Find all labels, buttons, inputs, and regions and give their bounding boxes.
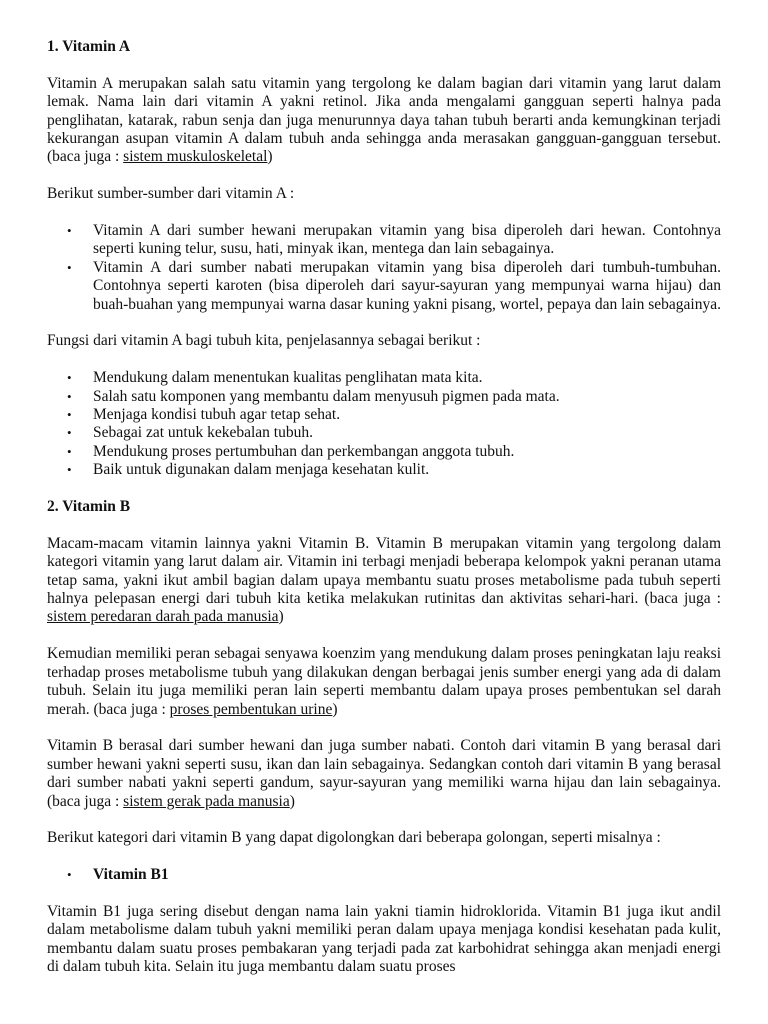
bullet-icon: • [67,425,72,441]
vitamin-b-paragraph-1 [47,535,721,627]
bullet-icon: • [67,223,72,239]
list-item-text: Sebagai zat untuk kekebalan tubuh. [93,424,313,442]
vitamin-a-intro-text: Vitamin A merupakan salah satu vitamin yang tergolong ke dalam bagian dari vitamin yang larut dalam lemak. Nama lain dari vitamin A yakni retinol. Jika anda mengalami gangguan seperti halnya pada penglihatan, katarak, rabun senja dan juga menurunnya daya tahan tubuh berarti anda kemungkinan terjadi kekurangan asupan vitamin A dalam tubuh anda sehingga anda merasakan gangguan-gangguan tersebut. (baca juga : [47,74,721,166]
vitamin-a-intro [47,75,721,167]
list-item-text: Baik untuk digunakan dalam menjaga kesehatan kulit. [93,461,430,479]
list-item [47,443,721,461]
vitamin-a-sources-intro: Berikut sumber-sumber dari vitamin A : [47,185,295,203]
list-item [47,388,721,406]
vitamin-b-paragraph-3 [47,737,721,811]
vitamin-b-paragraph-3-text: Vitamin B berasal dari sumber hewani dan juga sumber nabati. Contoh dari vitamin B yang berasal dari sumber hewani yakni seperti susu, ikan dan lain sebagainya. Sedangkan contoh dari vitamin B yang berasal dari sumber nabati yakni seperti gandum, sayur-sayuran yang memiliki warna hijau dan lain sebagainya. (baca juga : [47,737,721,810]
list-item-text: Vitamin A dari sumber hewani merupakan vitamin yang bisa diperoleh dari hewan. Contohnya seperti kuning telur, susu, hati, minyak ikan, mentega dan lain sebagainya. [93,222,721,258]
vitamin-b-paragraph-1-close: ) [278,608,284,626]
vitamin-b-paragraph-2-text: Kemudian memiliki peran sebagai senyawa koenzim yang mendukung dalam proses peningkatan laju reaksi terhadap proses metabolisme tubuh yang dilakukan dengan berbagai jenis sumber energi yang ada di dalam tubuh. Selain itu juga memiliki peran lain seperti membantu dalam upaya proses pembentukan sel darah merah. (baca juga : [47,645,721,718]
bullet-icon: • [67,370,72,386]
list-item [47,424,721,442]
section-heading-vitamin-a: 1. Vitamin A [47,38,131,55]
vitamin-a-functions-intro: Fungsi dari vitamin A bagi tubuh kita, penjelasannya sebagai berikut : [47,332,481,350]
list-item-text: Vitamin A dari sumber nabati merupakan vitamin yang bisa diperoleh dari tumbuh-tumbuhan. Contohnya seperti karoten (bisa diperoleh dari sayur-sayuran yang mempunyai warna hijau) dan buah-buahan yang mempunyai warna dasar kuning yakni pisang, wortel, pepaya dan lain sebagainya. [93,258,721,313]
list-item [47,259,721,314]
list-item [47,461,721,479]
list-item-text: Mendukung proses pertumbuhan dan perkembangan anggota tubuh. [93,442,515,460]
list-item-text: Mendukung dalam menentukan kualitas penglihatan mata kita. [93,369,483,387]
vitamin-a-sources-list [47,222,721,314]
list-item-text: Menjaga kondisi tubuh agar tetap sehat. [93,406,341,424]
vitamin-b-paragraph-3-close: ) [289,792,295,810]
link-sistem-muskuloskeletal[interactable]: sistem muskuloskeletal [123,148,268,166]
list-item [47,369,721,387]
link-proses-pembentukan-urine[interactable]: proses pembentukan urine [169,700,333,718]
bullet-icon: • [67,388,72,404]
subheading-vitamin-b1: Vitamin B1 [93,866,169,884]
vitamin-b1-paragraph: Vitamin B1 juga sering disebut dengan nama lain yakni tiamin hidroklorida. Vitamin B1 juga ikut andil dalam metabolisme dalam tubuh yakni memiliki peran dalam upaya menjaga kondisi kesehatan pada kulit, membantu dalam suatu proses pembakaran yang terjadi pada zat karbohidrat sehingga akan menjadi energi di dalam tubuh kita. Selain itu juga membantu dalam suatu proses [47,902,721,976]
link-sistem-gerak[interactable]: sistem gerak pada manusia [123,792,290,810]
bullet-icon: • [67,462,72,478]
bullet-icon: • [67,443,72,459]
list-item [47,866,721,884]
list-item [47,222,721,259]
vitamin-b-paragraph-2 [47,645,721,719]
vitamin-b-paragraph-2-close: ) [332,700,338,718]
list-item [47,406,721,424]
bullet-icon: • [67,867,72,883]
vitamin-a-functions-list [47,369,721,479]
bullet-icon: • [67,259,72,275]
section-heading-vitamin-b: 2. Vitamin B [47,498,131,516]
list-item-text: Salah satu komponen yang membantu dalam menyusuh pigmen pada mata. [93,387,560,405]
vitamin-a-intro-close: ) [267,148,273,166]
vitamin-b-subheading-list [47,866,721,884]
bullet-icon: • [67,407,72,423]
vitamin-b-categories-intro: Berikut kategori dari vitamin B yang dapat digolongkan dari beberapa golongan, seperti misalnya : [47,829,661,847]
link-sistem-peredaran-darah[interactable]: sistem peredaran darah pada manusia [47,608,279,626]
vitamin-b-paragraph-1-text: Macam-macam vitamin lainnya yakni Vitamin B. Vitamin B merupakan vitamin yang tergolong dalam kategori vitamin yang larut dalam air. Vitamin ini terbagi menjadi beberapa kelompok yakni peranan utama tetap sama, yakni ikut ambil bagian dalam upaya membantu suatu proses metabolisme pada tubuh seperti halnya pelepasan energi dari tubuh kita ketika melakukan rutinitas dan aktivitas sehari-hari. (baca juga : [47,534,721,608]
